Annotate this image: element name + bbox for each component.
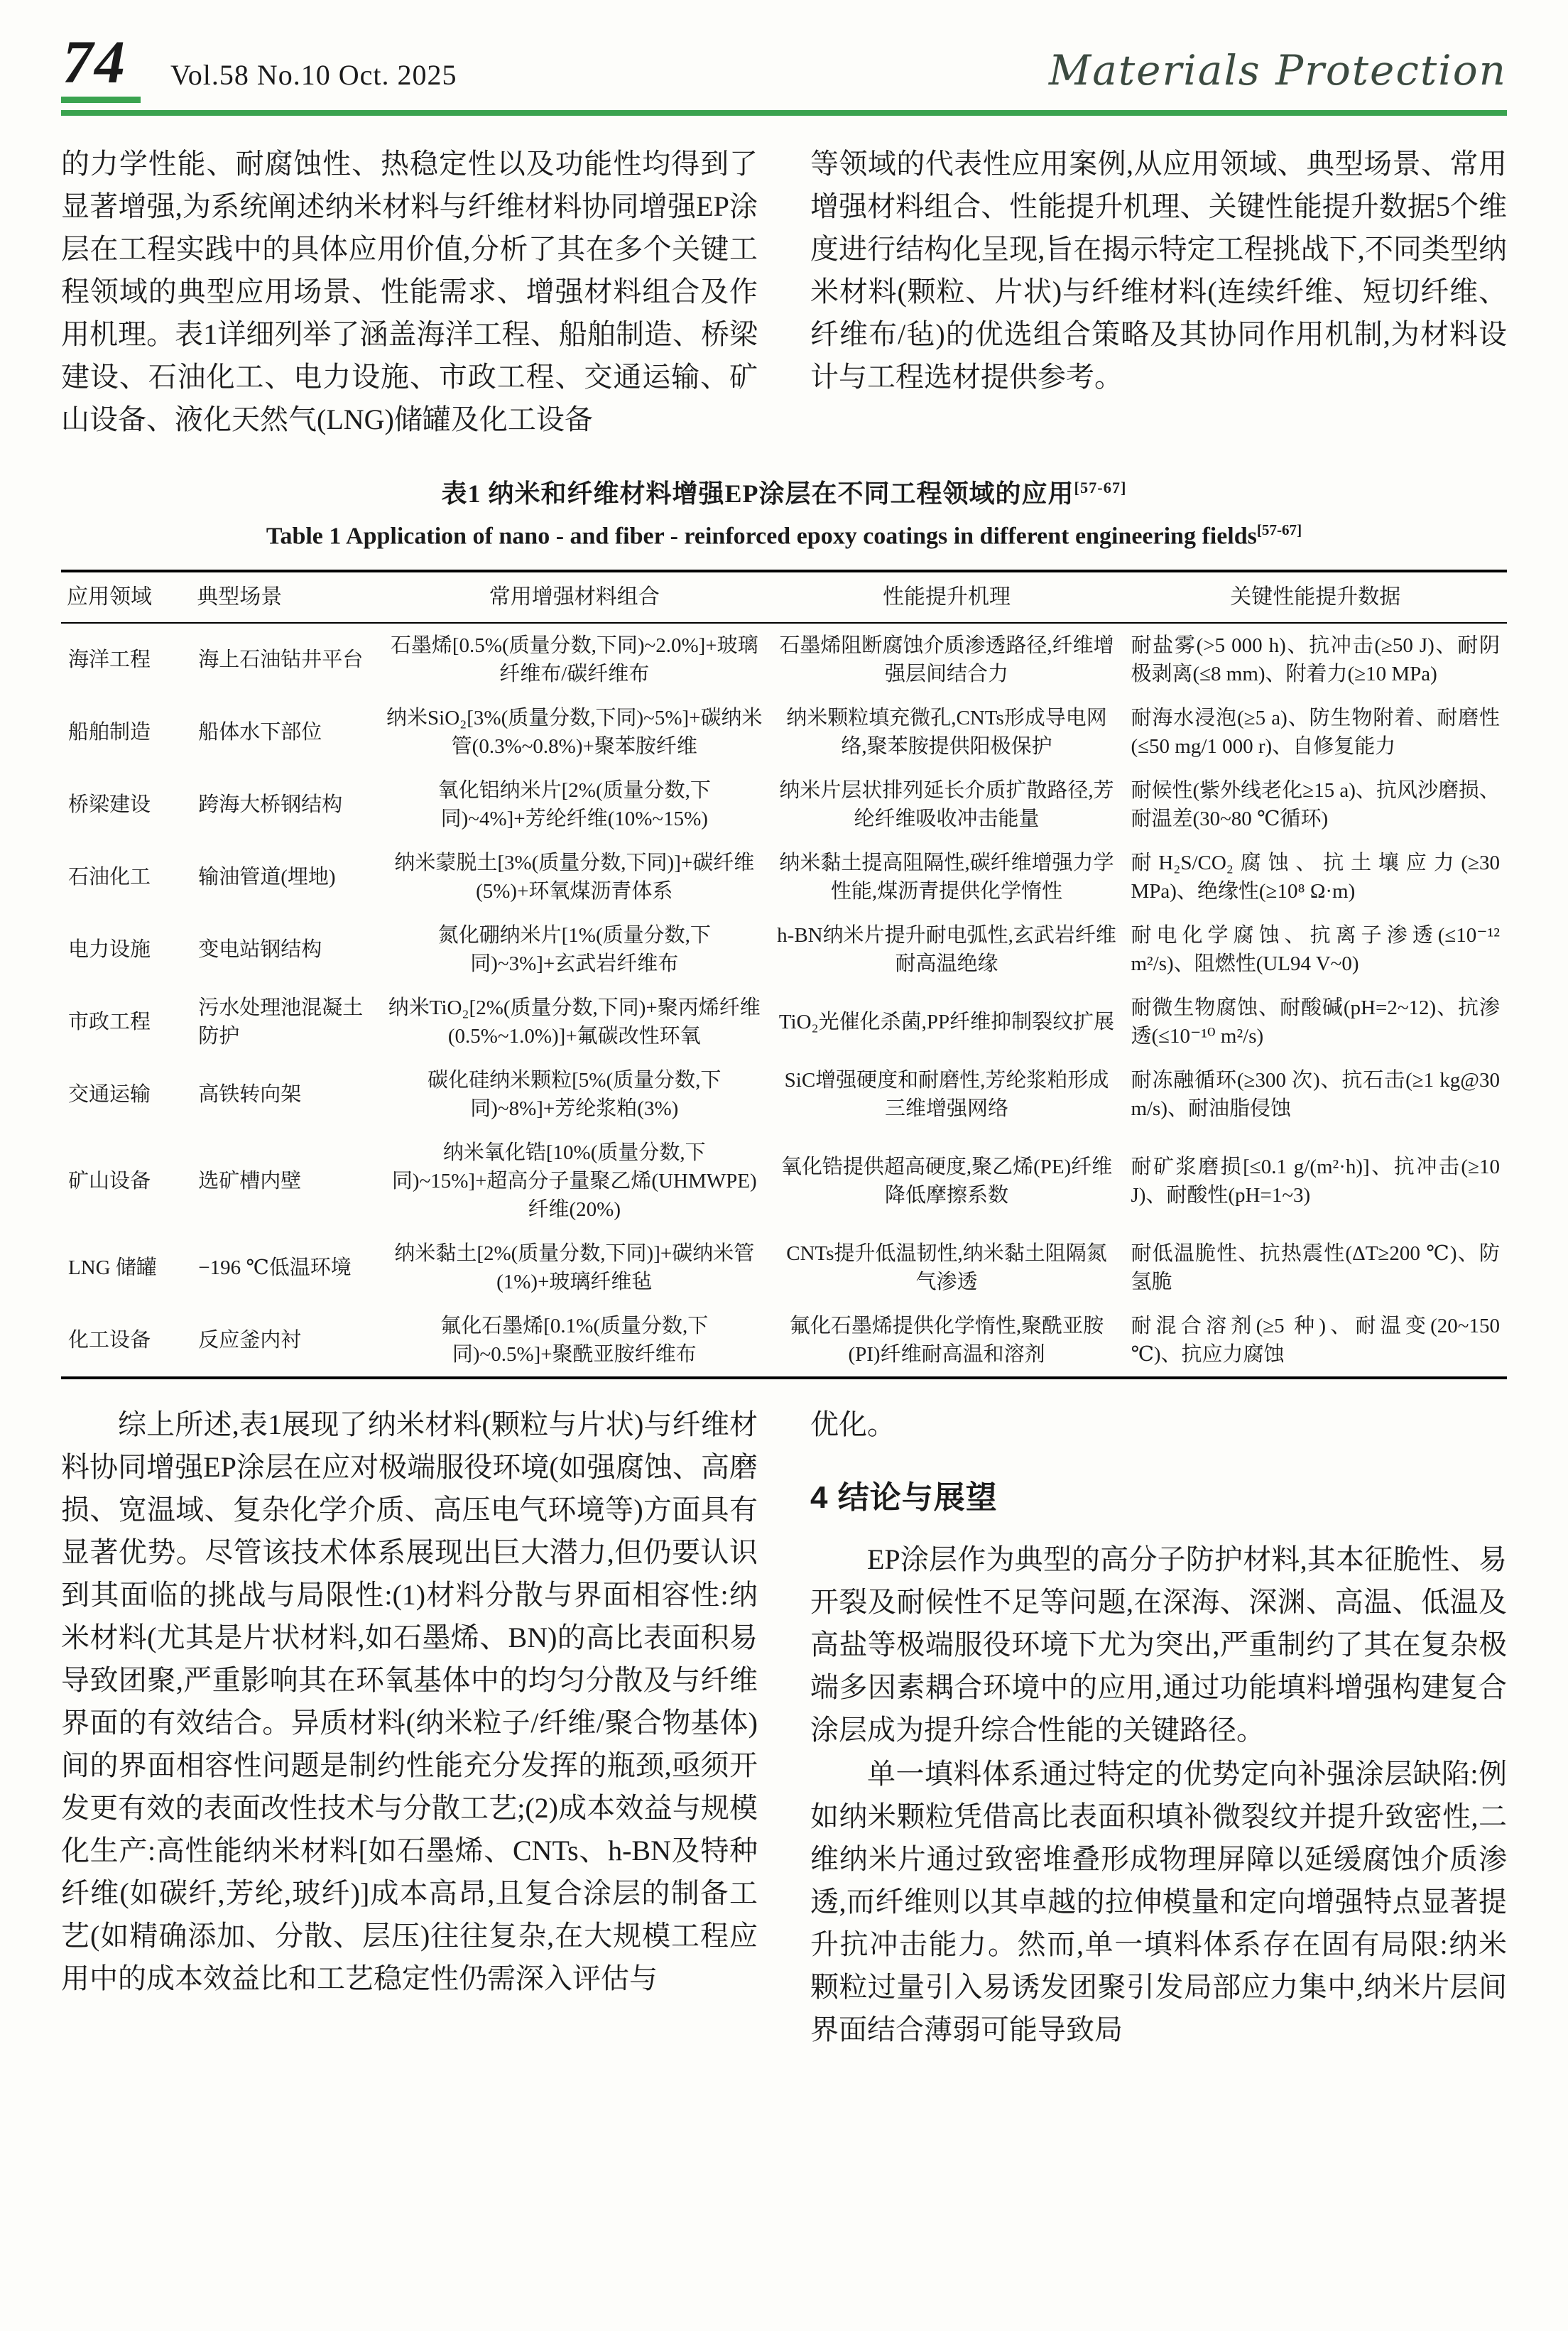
table-row [61,913,1507,986]
table-cell: 高铁转向架 [198,1082,302,1106]
section-heading: 4 结论与展望 [810,1480,998,1516]
page-number-block [61,28,141,103]
table-row [61,1304,1507,1378]
table-row [61,623,1507,696]
column-header: 常用增强材料组合 [489,585,660,609]
table-cell: 耐候性(紫外线老化≥15 a)、抗风沙磨损、耐温差(30~80 ℃循环) [1131,778,1500,830]
column-header: 应用领域 [67,585,152,609]
table-cell: 海上石油钻井平台 [198,648,364,671]
table-cell: h-BN纳米片提升耐电弧性,玄武岩纤维耐高温绝缘 [777,923,1116,975]
intro-right-paragraph: 等领域的代表性应用案例,从应用领域、典型场景、常用增强材料组合、性能提升机理、关键性能提升数据5个维度进行结构化呈现,旨在揭示特定工程挑战下,不同类型纳米材料(颗粒、片状)与纤维材料(连续纤维、短切纤维、纤维布/毡)的优选组合策略及其协同作用机制,为材料设计与工程选材提供参考。 [810,148,1507,393]
table-cell: 矿山设备 [68,1169,151,1192]
table-row [61,1058,1507,1131]
table-row [61,841,1507,913]
table-cell: 桥梁建设 [68,793,151,816]
table-cell: 耐盐雾(>5 000 h)、抗冲击(≥50 J)、耐阴极剥离(≤8 mm)、附着力(≥10 MPa) [1131,634,1500,685]
table-row [61,768,1507,841]
table-cell: 纳米片层状排列延长介质扩散路径,芳纶纤维吸收冲击能量 [779,778,1114,830]
table-cell: 反应釜内衬 [198,1329,302,1352]
table-cell: 船舶制造 [68,720,151,744]
table-cell: 石墨烯阻断腐蚀介质渗透路径,纤维增强层间结合力 [779,634,1114,685]
table-cell: 纳米黏土[2%(质量分数,下同)]+碳纳米管(1%)+玻璃纤维毡 [394,1241,755,1293]
table-cell: CNTs提升低温韧性,纳米黏土阻隔氮气渗透 [786,1241,1107,1293]
table-body [61,623,1507,1378]
table-row [61,1131,1507,1232]
table-cell: 氟化石墨烯[0.1%(质量分数,下同)~0.5%]+聚酰亚胺纤维布 [440,1315,709,1366]
table-cell: 氟化石墨烯提供化学惰性,聚酰亚胺(PI)纤维耐高温和溶剂 [789,1315,1104,1366]
intro-left-paragraph: 的力学性能、耐腐蚀性、热稳定性以及功能性均得到了显著增强,为系统阐述纳米材料与纤维材料协同增强EP涂层在工程实践中的具体应用价值,分析了其在多个关键工程领域的典型应用场景、性能需求、增强材料组合及作用机理。表1详细列举了涵盖海洋工程、船舶制造、桥梁建设、石油化工、电力设施、市政工程、交通运输、矿山设备、液化天然气(LNG)储罐及化工设备 [61,148,758,435]
page-number-underline [61,97,141,103]
table-cell: 耐微生物腐蚀、耐酸碱(pH=2~12)、抗渗透(≤10⁻¹⁰ m²/s) [1131,996,1500,1048]
table-cell: 变电站钢结构 [198,938,322,961]
table-cell: 海洋工程 [68,648,151,671]
table-cell: 耐矿浆磨损[≤0.1 g/(m²·h)]、抗冲击(≥10 J)、耐酸性(pH=1~3) [1131,1155,1500,1207]
table-cell: 耐冻融循环(≥300 次)、抗石击(≥1 kg@30 m/s)、耐油脂侵蚀 [1131,1068,1500,1120]
table-cell: 氮化硼纳米片[1%(质量分数,下同)~3%]+玄武岩纤维布 [437,923,711,975]
table-cell: 耐混合溶剂(≥5 种)、耐温变(20~150 ℃)、抗应力腐蚀 [1131,1315,1500,1366]
table-cell: 输油管道(埋地) [198,865,336,889]
table-cell: SiC增强硬度和耐磨性,芳纶浆粕形成三维增强网络 [784,1068,1109,1120]
column-header: 关键性能提升数据 [1230,585,1401,609]
table-head [61,571,1507,622]
table-cell: 碳化硅纳米颗粒[5%(质量分数,下同)~8%]+芳纶浆粕(3%) [428,1068,722,1120]
table-cell: 市政工程 [68,1010,151,1033]
table-cell: 氧化铝纳米片[2%(质量分数,下同)~4%]+芳纶纤维(10%~15%) [437,778,711,830]
table-caption-zh-ref: [57-67] [1074,479,1127,496]
table-cell: 石油化工 [68,865,151,889]
page-number: 74 [62,28,126,96]
conclusion-paragraph-1: EP涂层作为典型的高分子防护材料,其本征脆性、易开裂及耐候性不足等问题,在深海、深渊、高温、低温及高盐等极端服役环境下尤为突出,严重制约了其在复杂极端多因素耦合环境中的应用,通过功能填料增强构建复合涂层成为提升综合性能的关键路径。 [810,1543,1507,1746]
table-cell: 纳米SiO₂[3%(质量分数,下同)~5%]+碳纳米管(0.3%~0.8%)+聚苯胺纤维 [386,706,763,758]
column-header: 典型场景 [197,585,283,609]
table-cell: 船体水下部位 [198,720,322,744]
table-cell: 跨海大桥钢结构 [198,793,343,816]
table-row [61,986,1507,1058]
table-cell: 纳米氧化锆[10%(质量分数,下同)~15%]+超高分子量聚乙烯(UHMWPE)纤维(20%) [391,1141,757,1221]
table-header-row [61,571,1507,622]
table-cell: −196 ℃低温环境 [198,1256,352,1279]
page-header [61,28,1507,103]
table-cell: 污水处理池混凝土防护 [198,996,364,1048]
table-caption-en [61,521,1507,550]
summary-paragraph: 综上所述,表1展现了纳米材料(颗粒与片状)与纤维材料协同增强EP涂层在应对极端服役环境(如强腐蚀、高磨损、宽温域、复杂化学介质、高压电气环境等)方面具有显著优势。尽管该技术体系展现出巨大潜力,但仍要认识到其面临的挑战与局限性:(1)材料分散与界面相容性:纳米材料(尤其是片状材料,如石墨烯、BN)的高比表面积易导致团聚,严重影响其在环氧基体中的均匀分散及与纤维界面的有效结合。异质材料(纳米粒子/纤维/聚合物基体)间的界面相容性问题是制约性能充分发挥的瓶颈,亟须开发更有效的表面改性技术与分散工艺;(2)成本效益与规模化生产:高性能纳米材料[如石墨烯、CNTs、h-BN及特种纤维(如碳纤,芳纶,玻纤)]成本高昂,且复合涂层的制备工艺(如精确添加、分散、层压)往往复杂,在大规模工程应用中的成本效益比和工艺稳定性仍需深入评估与 [61,1408,758,1995]
conclusion-section [61,1403,1507,2051]
table-cell: 石墨烯[0.5%(质量分数,下同)~2.0%]+玻璃纤维布/碳纤维布 [390,634,758,685]
table-cell: 交通运输 [68,1082,151,1106]
conclusion-paragraph-2: 单一填料体系通过特定的优势定向补强涂层缺陷:例如纳米颗粒凭借高比表面积填补微裂纹并提升致密性,二维纳米片通过致密堆叠形成物理屏障以延缓腐蚀介质渗透,而纤维则以其卓越的拉伸模量和定向增强特点显著提升抗冲击能力。然而,单一填料体系存在固有局限:纳米颗粒过量引入易诱发团聚引发局部应力集中,纳米片层间界面结合薄弱可能导致局 [810,1758,1507,2046]
table-cell: 耐H₂S/CO₂腐蚀、抗土壤应力(≥30 MPa)、绝缘性(≥10⁸ Ω·m) [1131,851,1500,903]
table-caption-en-text: Table 1 Application of nano - and fiber - reinforced epoxy coatings in different engineering fields [266,523,1257,550]
table-caption-en-ref: [57-67] [1256,521,1302,538]
issue-info: Vol.58 No.10 Oct. 2025 [170,59,457,91]
table-cell: 纳米颗粒填充微孔,CNTs形成导电网络,聚苯胺提供阳极保护 [786,706,1107,758]
table-cell: 耐低温脆性、抗热震性(ΔT≥200 ℃)、防氢脆 [1131,1241,1500,1293]
table-cell: 耐海水浸泡(≥5 a)、防生物附着、耐磨性(≤50 mg/1 000 r)、自修复能力 [1131,706,1500,758]
table-cell: TiO₂光催化杀菌,PP纤维抑制裂纹扩展 [778,1010,1115,1033]
table-cell: 纳米蒙脱土[3%(质量分数,下同)]+碳纤维(5%)+环氧煤沥青体系 [394,851,755,903]
table-cell: 电力设施 [68,938,151,961]
table-cell: 氧化锆提供超高硬度,聚乙烯(PE)纤维降低摩擦系数 [780,1155,1113,1207]
application-table [61,570,1507,1379]
table-row [61,1232,1507,1304]
column-header: 性能提升机理 [883,585,1011,609]
intro-section [61,143,1507,441]
table-cell: 纳米TiO₂[2%(质量分数,下同)+聚丙烯纤维(0.5%~1.0%)]+氟碳改性环氧 [388,996,761,1048]
table-caption-zh [61,474,1507,510]
continuation-paragraph: 优化。 [810,1408,895,1441]
table-cell: 选矿槽内壁 [198,1169,302,1192]
header-rule [61,110,1507,116]
table-cell: LNG 储罐 [68,1256,157,1279]
table-caption-zh-text: 表1 纳米和纤维材料增强EP涂层在不同工程领域的应用 [441,479,1074,508]
journal-name: Materials Protection [1048,46,1507,94]
table-cell: 耐电化学腐蚀、抗离子渗透(≤10⁻¹² m²/s)、阻燃性(UL94 V~0) [1131,923,1500,975]
table-cell: 化工设备 [68,1329,151,1352]
table-cell: 纳米黏土提高阻隔性,碳纤维增强力学性能,煤沥青提供化学惰性 [779,851,1114,903]
table-row [61,696,1507,768]
